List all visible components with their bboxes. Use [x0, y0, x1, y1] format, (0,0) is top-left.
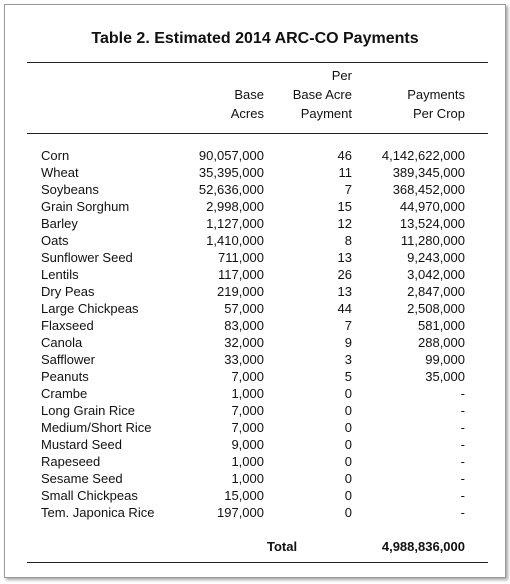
- per-acre-payment: 44: [337, 301, 352, 316]
- per-acre-payment: 46: [337, 148, 352, 163]
- per-acre-payment: 0: [344, 488, 352, 503]
- table-row: [5, 487, 505, 504]
- payments-per-crop: 4,142,622,000: [381, 148, 465, 163]
- per-acre-payment: 7: [344, 318, 352, 333]
- crop-name: Barley: [41, 216, 78, 231]
- crop-name: Grain Sorghum: [41, 199, 130, 214]
- header-per-base-acre-payment: [293, 66, 352, 123]
- table-row: [5, 181, 505, 198]
- per-acre-payment: 0: [344, 454, 352, 469]
- payments-per-crop: 389,345,000: [392, 165, 465, 180]
- table-bottom-rule: [27, 562, 488, 563]
- table-row: [5, 453, 505, 470]
- table-row: [5, 351, 505, 368]
- crop-name: Crambe: [41, 386, 88, 401]
- table-row: [5, 300, 505, 317]
- per-acre-payment: 0: [344, 403, 352, 418]
- header-line: Per Crop: [412, 106, 465, 121]
- payments-per-crop: 288,000: [418, 335, 465, 350]
- base-acres: 7,000: [231, 420, 264, 435]
- base-acres: 33,000: [224, 352, 264, 367]
- table-row: [5, 283, 505, 300]
- crop-name: Rapeseed: [41, 454, 101, 469]
- per-acre-payment: 9: [344, 335, 352, 350]
- base-acres: 7,000: [231, 369, 264, 384]
- per-acre-payment: 0: [344, 420, 352, 435]
- crop-name: Corn: [41, 148, 70, 163]
- total-value: 4,988,836,000: [381, 539, 465, 554]
- base-acres: 1,000: [231, 454, 264, 469]
- crop-name: Medium/Short Rice: [41, 420, 152, 435]
- crop-name: Flaxseed: [41, 318, 94, 333]
- header-base-acres: [231, 85, 264, 123]
- crop-name: Wheat: [41, 165, 79, 180]
- crop-name: Peanuts: [41, 369, 89, 384]
- base-acres: 1,127,000: [206, 216, 264, 231]
- payments-per-crop: 2,508,000: [407, 301, 465, 316]
- per-acre-payment: 12: [337, 216, 352, 231]
- table-row: [5, 470, 505, 487]
- payments-per-crop: -: [460, 488, 465, 503]
- payments-per-crop: -: [460, 437, 465, 452]
- payments-per-crop: -: [460, 471, 465, 486]
- crop-name: Tem. Japonica Rice: [41, 505, 155, 520]
- table-row: [5, 215, 505, 232]
- table-row: [5, 402, 505, 419]
- table-row: [5, 334, 505, 351]
- base-acres: 57,000: [224, 301, 264, 316]
- payments-per-crop: 368,452,000: [392, 182, 465, 197]
- table-title: Table 2. Estimated 2014 ARC-CO Payments: [91, 30, 419, 47]
- table-row: [5, 504, 505, 521]
- crop-name: Small Chickpeas: [41, 488, 138, 503]
- table-row: [5, 232, 505, 249]
- per-acre-payment: 13: [337, 250, 352, 265]
- payments-per-crop: 581,000: [418, 318, 465, 333]
- table-row: [5, 249, 505, 266]
- table-frame: [4, 4, 506, 578]
- payments-per-crop: 3,042,000: [407, 267, 465, 282]
- per-acre-payment: 7: [344, 182, 352, 197]
- base-acres: 197,000: [217, 505, 264, 520]
- per-acre-payment: 0: [344, 471, 352, 486]
- payments-per-crop: 9,243,000: [407, 250, 465, 265]
- crop-name: Sesame Seed: [41, 471, 123, 486]
- crop-name: Long Grain Rice: [41, 403, 135, 418]
- per-acre-payment: 5: [344, 369, 352, 384]
- base-acres: 52,636,000: [198, 182, 264, 197]
- base-acres: 15,000: [224, 488, 264, 503]
- base-acres: 90,057,000: [198, 148, 264, 163]
- payments-per-crop: 44,970,000: [399, 199, 465, 214]
- header-bottom-rule: [27, 133, 488, 134]
- header-line: Base: [234, 87, 264, 102]
- table-row: [5, 147, 505, 164]
- base-acres: 1,410,000: [206, 233, 264, 248]
- crop-name: Oats: [41, 233, 69, 248]
- payments-per-crop: 11,280,000: [400, 233, 465, 248]
- per-acre-payment: 26: [337, 267, 352, 282]
- header-payments-per-crop: [407, 85, 465, 123]
- base-acres: 35,395,000: [198, 165, 264, 180]
- table-row: [5, 164, 505, 181]
- crop-name: Sunflower Seed: [41, 250, 133, 265]
- crop-name: Safflower: [41, 352, 95, 367]
- base-acres: 1,000: [231, 386, 264, 401]
- base-acres: 711,000: [217, 250, 264, 265]
- crop-name: Mustard Seed: [41, 437, 122, 452]
- per-acre-payment: 3: [344, 352, 352, 367]
- payments-per-crop: -: [460, 505, 465, 520]
- crop-name: Canola: [41, 335, 83, 350]
- header-line: Acres: [230, 106, 264, 121]
- base-acres: 83,000: [224, 318, 264, 333]
- payments-per-crop: 13,524,000: [399, 216, 465, 231]
- crop-name: Large Chickpeas: [41, 301, 139, 316]
- header-top-rule: [27, 62, 488, 63]
- per-acre-payment: 0: [344, 437, 352, 452]
- payments-per-crop: 99,000: [425, 352, 465, 367]
- payments-per-crop: -: [460, 403, 465, 418]
- table-row: [5, 198, 505, 215]
- table-row: [5, 368, 505, 385]
- per-acre-payment: 8: [344, 233, 352, 248]
- header-line: Per: [331, 68, 352, 83]
- base-acres: 117,000: [217, 267, 264, 282]
- table-row: [5, 385, 505, 402]
- base-acres: 9,000: [231, 437, 264, 452]
- base-acres: 32,000: [224, 335, 264, 350]
- per-acre-payment: 0: [344, 386, 352, 401]
- payments-per-crop: -: [460, 454, 465, 469]
- base-acres: 219,000: [217, 284, 264, 299]
- base-acres: 2,998,000: [206, 199, 264, 214]
- base-acres: 7,000: [231, 403, 264, 418]
- per-acre-payment: 13: [337, 284, 352, 299]
- header-line: Payments: [407, 87, 465, 102]
- table-row: [5, 266, 505, 283]
- crop-name: Soybeans: [41, 182, 99, 197]
- per-acre-payment: 0: [344, 505, 352, 520]
- per-acre-payment: 11: [338, 165, 352, 180]
- per-acre-payment: 15: [337, 199, 352, 214]
- payments-per-crop: -: [460, 386, 465, 401]
- base-acres: 1,000: [231, 471, 264, 486]
- payments-per-crop: 2,847,000: [407, 284, 465, 299]
- payments-per-crop: -: [460, 420, 465, 435]
- table-row: [5, 436, 505, 453]
- crop-name: Dry Peas: [41, 284, 95, 299]
- total-label: Total: [267, 539, 298, 554]
- header-line: Payment: [300, 106, 352, 121]
- table-row: [5, 317, 505, 334]
- payments-per-crop: 35,000: [425, 369, 465, 384]
- crop-name: Lentils: [41, 267, 79, 282]
- table-row: [5, 419, 505, 436]
- header-line: Base Acre: [292, 87, 352, 102]
